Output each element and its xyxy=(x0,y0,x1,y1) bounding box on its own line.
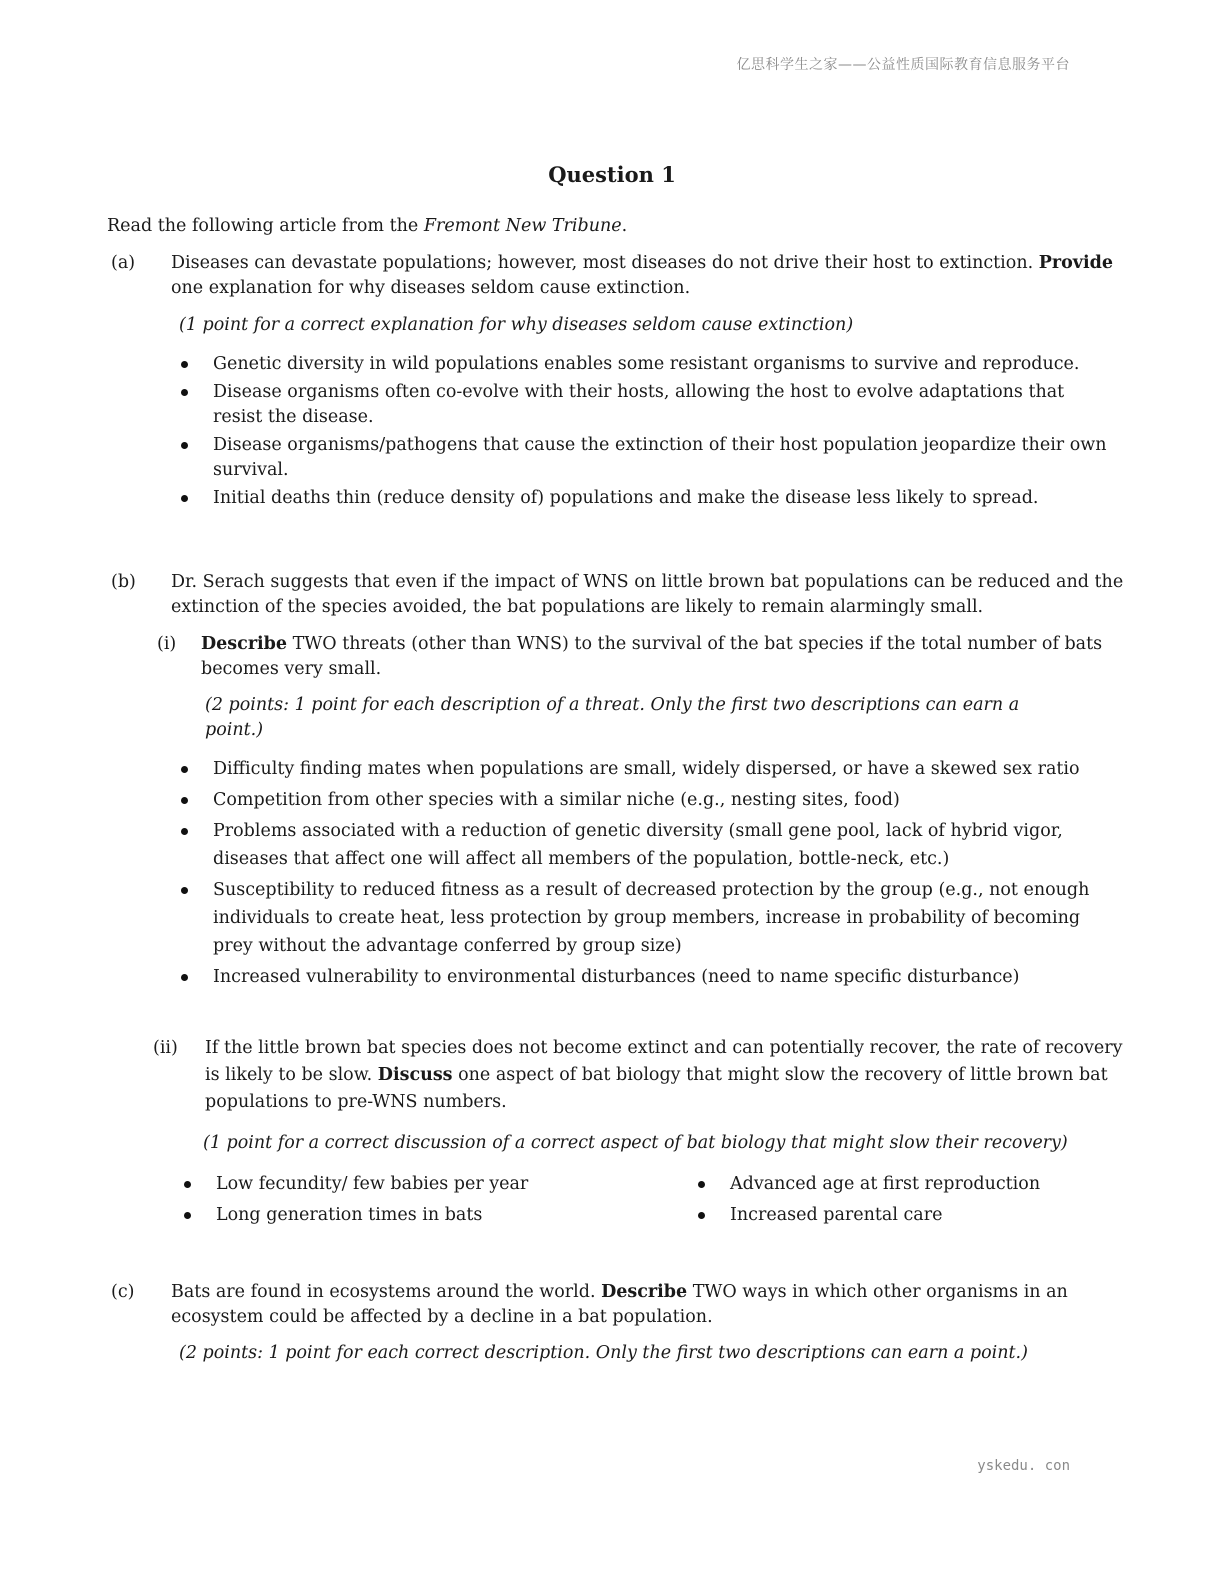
list-item: Increased parental care xyxy=(696,1201,1116,1229)
list-item: Long generation times in bats xyxy=(182,1201,622,1229)
intro-text xyxy=(107,214,627,239)
question-title: Question 1 xyxy=(548,162,676,187)
intro-before: Read the following article from the xyxy=(107,216,424,236)
part-b-ii-verb: Discuss xyxy=(377,1065,453,1085)
part-c-text-2: TWO ways in which other organisms in an ecosystem could be affected by a decline in a bat population. xyxy=(171,1282,1068,1327)
part-b-ii-prompt xyxy=(153,1035,1125,1116)
part-b-ii-text-1: If the little brown bat species does not become extinct and can potentially recover, the rate of recovery is likely to be slow. xyxy=(205,1038,1123,1085)
part-a-text-2: one explanation for why diseases seldom cause extinction. xyxy=(171,278,691,298)
list-item: Increased vulnerability to environmental disturbances (need to name specific disturbance) xyxy=(179,963,1109,991)
list-item: Difficulty finding mates when populations are small, widely dispersed, or have a skewed sex ratio xyxy=(179,755,1109,783)
intro-after: . xyxy=(621,216,628,236)
part-b-i-prompt xyxy=(157,632,1126,682)
source-name: Fremont New Tribune xyxy=(423,216,622,236)
part-c-label: (c) xyxy=(111,1282,135,1302)
part-a-answers xyxy=(179,352,1109,514)
part-a-text-1: Diseases can devastate populations; however, most diseases do not drive their host to extinction. xyxy=(171,253,1034,273)
part-b-ii-label: (ii) xyxy=(153,1038,178,1058)
list-item: Susceptibility to reduced fitness as a result of decreased protection by the group (e.g., not enough individuals to create heat, less protection by group members, increase in probability of becoming prey without the advantage conferred by group size) xyxy=(179,876,1109,960)
part-b-i-verb: Describe xyxy=(201,634,288,654)
part-a-scoring xyxy=(179,313,1079,338)
part-b-text: Dr. Serach suggests that even if the impact of WNS on little brown bat populations can be reduced and the extinction of the species avoided, the bat populations are likely to remain alarmingly small. xyxy=(171,572,1124,617)
list-item: Competition from other species with a similar niche (e.g., nesting sites, food) xyxy=(179,786,1109,814)
part-c-prompt xyxy=(111,1280,1131,1330)
part-b-ii-answers-right xyxy=(696,1170,1116,1232)
header-watermark: 亿思科学生之家——公益性质国际教育信息服务平台 xyxy=(736,57,1070,73)
list-item: Low fecundity/ few babies per year xyxy=(182,1170,622,1198)
part-b-i-scoring xyxy=(205,693,1065,743)
part-b-prompt xyxy=(111,570,1131,620)
part-b-i-text: TWO threats (other than WNS) to the survival of the bat species if the total number of bats becomes very small. xyxy=(201,634,1103,679)
list-item: Genetic diversity in wild populations enables some resistant organisms to survive and reproduce. xyxy=(179,352,1109,377)
list-item: Problems associated with a reduction of genetic diversity (small gene pool, lack of hybrid vigor, diseases that affect one will affect all members of the population, bottle-neck, etc.) xyxy=(179,817,1109,873)
part-b-i-scoring-text: (2 points: 1 point for each description of a threat. Only the first two descriptions can earn a point.) xyxy=(205,695,1020,740)
part-a-scoring-text: (1 point for a correct explanation for why diseases seldom cause extinction) xyxy=(179,315,854,335)
list-item: Initial deaths thin (reduce density of) populations and make the disease less likely to spread. xyxy=(179,486,1109,511)
part-a-verb: Provide xyxy=(1038,253,1113,273)
part-b-ii-text-2: one aspect of bat biology that might slow the recovery of little brown bat populations to pre-WNS numbers. xyxy=(205,1065,1108,1112)
part-c-text-1: Bats are found in ecosystems around the world. xyxy=(171,1282,596,1302)
part-a-prompt xyxy=(111,251,1131,301)
part-b-ii-answers-left xyxy=(182,1170,622,1232)
part-c-verb: Describe xyxy=(601,1282,688,1302)
part-c-scoring xyxy=(179,1341,1099,1366)
list-item: Disease organisms/pathogens that cause the extinction of their host population jeopardize their own survival. xyxy=(179,433,1109,483)
part-b-i-label: (i) xyxy=(157,634,177,654)
list-item: Advanced age at first reproduction xyxy=(696,1170,1116,1198)
part-a-label: (a) xyxy=(111,253,136,273)
part-b-ii-scoring xyxy=(203,1131,1113,1156)
part-b-label: (b) xyxy=(111,572,136,592)
part-b-i-answers xyxy=(179,755,1109,994)
part-c-scoring-text: (2 points: 1 point for each correct description. Only the first two descriptions can earn a point.) xyxy=(179,1343,1028,1363)
list-item: Disease organisms often co-evolve with their hosts, allowing the host to evolve adaptations that resist the disease. xyxy=(179,380,1109,430)
footer-watermark: yskedu. con xyxy=(977,1458,1070,1474)
part-b-ii-scoring-text: (1 point for a correct discussion of a correct aspect of bat biology that might slow their recovery) xyxy=(203,1133,1068,1153)
